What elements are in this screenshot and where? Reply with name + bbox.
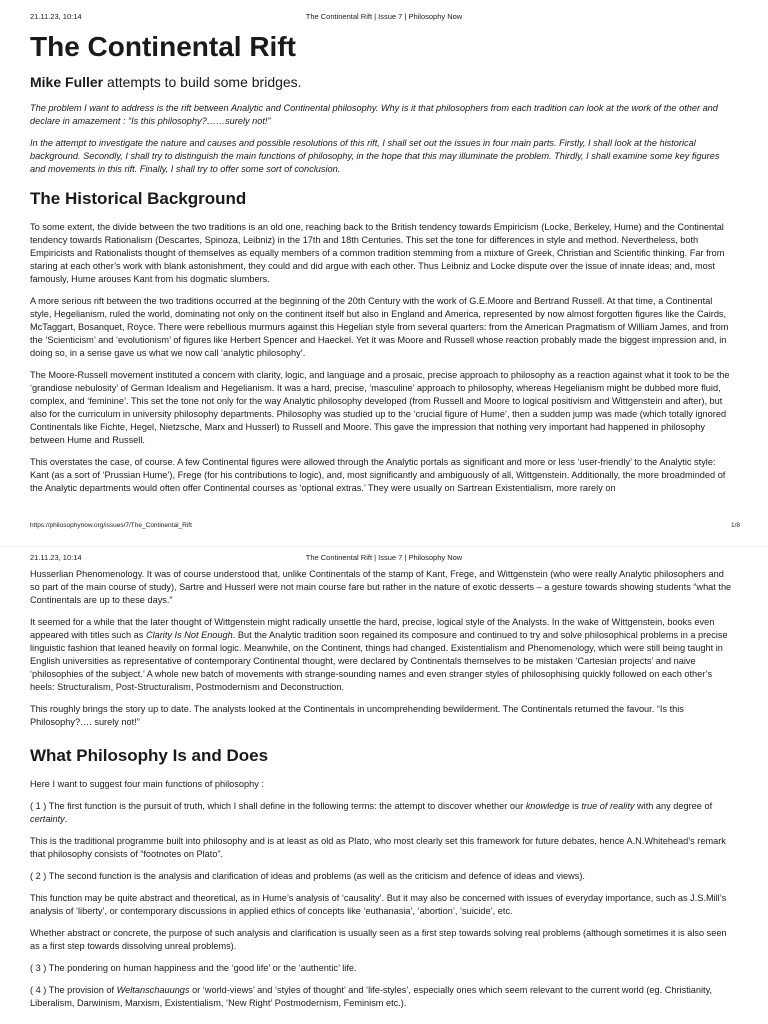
text-run: ( 4 ) The provision of <box>30 985 117 995</box>
page-separator <box>0 546 768 547</box>
function-item-2: ( 2 ) The second function is the analysis and clarification of ideas and problems (as well as the criticism and defence of ideas and views). <box>30 871 585 881</box>
paragraph: This overstates the case, of course. A few Continental figures were allowed through the Analytic portals as significant and more or less ‘user-friendly’ to the Analytic style: Kant (as a sort of ‘Prussian Hume’), Frege (for his contributions to logic), and, most significantly and ambiguously of all, Wittgenstein. Additionally, the more broadminded of the Analytic departments would often offer Continental courses as ‘optional extras.’ They were usually on Sartrean Existentialism, more rarely on <box>30 457 726 493</box>
article-title: The Continental Rift <box>30 31 296 62</box>
paragraph: The Moore-Russell movement instituted a concern with clarity, logic, and language and a prosaic, precise approach to philosophy as a reaction against what it took to be the ‘grandiose nebulosity’ of German Idealism and Hegelianism. It was a hard, precise, ‘masculine’ approach to philosophy, whereas Hegelianism might be dubbed more fluid, complex, and ‘feminine’. This set the tone not only for the way Analytic philosophy developed (from Russell and Moore to logical positivism and Wittgenstein and after), but also for the curriculum in university philosophy departments. Philosophy was studied up to the ‘crucial figure of Hume’, then a sudden jump was made (which totally ignored Continentals like Fichte, Hegel, Nietzsche, Marx and Husserl) to Russell and Moore. This gave the impression that nothing very important had happened in philosophy between Hume and Russell. <box>30 370 730 445</box>
text-run: with any degree of <box>634 801 713 811</box>
emphasis: true of reality <box>581 801 635 811</box>
text-run: It seemed for a while that the later thought of Wittgenstein might radically unsettle the hard, precise, logical style of the Analysts. In the wake of Wittgenstein, books even appeared with titles such as <box>30 617 715 640</box>
text-run: . But the Analytic tradition soon regained its composure and continued to try and solve philosophical problems in a precise linguistic fashion that leaned heavily on formal logic. Meanwhile, on the Continent, things had changed. Existentialism and Phenomenology, which were still being taught in English universities as representative of contemporary Continental thought, were declared by Continentals themselves to be mistaken ‘Cartesian projects’ and naive ‘philosophies of the subject.’ A whole new batch of movements with strange-sounding names and even stranger styles of philosophising quickly followed on each other’s heels: Structuralism, Post-Structuralism, Postmodernism and Deconstruction. <box>30 630 728 692</box>
section-heading-what-philosophy-is: What Philosophy Is and Does <box>30 746 269 765</box>
paragraph: To some extent, the divide between the two traditions is an old one, reaching back to the British tendency towards Empiricism (Locke, Berkeley, Hume) and the Continental tendency towards Rationalism (Descartes, Spinoza, Leibniz) in the 17th and 18th Centuries. This set the tone for differences in style and method. Nevertheless, both Empiricists and Rationalists thought of themselves as equally members of a common tradition stemming from a mixture of Greek, Christian and Scientific thinking. Far from staring at each other’s work with blank astonishment, they could and did argue with each other. Thus Leibniz and Locke dispute over the issue of innate ideas; and, most famously, Hume arouses Kant from his dogmatic slumbers. <box>30 222 725 284</box>
print-date: 21.11.23, 10:14 <box>30 553 82 562</box>
print-date: 21.11.23, 10:14 <box>30 12 82 21</box>
book-title: Clarity Is Not Enough <box>145 630 233 640</box>
text-run: is <box>569 801 582 811</box>
intro-paragraph: The problem I want to address is the rift between Analytic and Continental philosophy. Why is it that philosophers from each tradition can look at the work of the other and declare in amazement : “Is this philosophy?……surely not!” <box>30 103 718 126</box>
text-run: ( 1 ) The first function is the pursuit of truth, which I shall define in the following terms: the attempt to discover whether our <box>30 801 526 811</box>
text-run: or ‘world-views’ and ‘styles of thought’ and ‘life-styles’, especially ones which seem relevant to the current world (eg. Christianity, Liberalism, Darwinism, Marxism, Existentialism, ‘New Right’ Postmodernism, Feminism etc.). <box>30 985 713 1008</box>
function-item-1 <box>30 800 736 826</box>
text-run: . <box>64 814 68 824</box>
print-footer-url: https://philosophynow.org/issues/7/The_Continental_Rift <box>30 522 192 529</box>
print-page-number: 1/8 <box>730 522 740 529</box>
pdf-page-2 <box>0 553 768 1024</box>
paragraph: This is the traditional programme built into philosophy and is at least as old as Plato, who most clearly set this framework for future debates, hence A.N.Whitehead’s remark that philosophy consists of “footnotes on Plato”. <box>30 836 726 859</box>
article-body <box>30 30 736 504</box>
byline-text: attempts to build some bridges. <box>103 74 302 90</box>
function-item-4 <box>30 984 736 1010</box>
paragraph: Husserlian Phenomenology. It was of course understood that, unlike Continentals of the stamp of Kant, Frege, and Wittgenstein (who were really Analytic philosophers and so part of the main course of study), Sartre and Husserl were not main course fare but rather in the nature of exotic desserts – a gesture towards showing students “what the Continentals are up to these days.” <box>30 569 732 605</box>
function-item-3: ( 3 ) The pondering on human happiness and the ‘good life’ or the ‘authentic’ life. <box>30 963 357 973</box>
intro-paragraph: In the attempt to investigate the nature and causes and possible resolutions of this rift, I shall set out the issues in four main parts. Firstly, I shall look at the historical background. Secondly, I shall try to distinguish the main functions of philosophy, in the hope that this may illuminate the problem. Thirdly, I shall examine some key figures and movements in this rift. Finally, I shall try to offer some sort of conclusion. <box>30 138 720 174</box>
emphasis: knowledge <box>525 801 570 811</box>
paragraph: This roughly brings the story up to date. The analysts looked at the Continentals in uncomprehending bewilderment. The Continentals returned the favour. “Is this Philosophy?…. surely not!” <box>30 704 684 727</box>
section-heading-historical-background: The Historical Background <box>30 189 247 208</box>
paragraph: A more serious rift between the two traditions occurred at the beginning of the 20th Century with the work of G.E.Moore and Bertrand Russell. At that time, a Continental style, Hegelianism, ruled the world, dominating not only on the continent itself but also in England and America, represented by now almost forgotten figures like the Cairds, McTaggart, Bosanquet, Royce. There were rebellious murmurs against this Hegelian style from several quarters: from the American Pragmatism of William James, and from the ‘Scienticism’ and ‘evolutionism’ of figures like Herbert Spencer and Haeckel. Yet it was Moore and Russell whose reaction probably made the biggest impression and, in doing so, in a sense gave us what we now call ‘analytic philosophy’. <box>30 296 729 358</box>
emphasis: Weltanschauungs <box>116 985 190 995</box>
paragraph: This function may be quite abstract and theoretical, as in Hume’s analysis of ‘causality’. But it may also be concerned with issues of everyday importance, such as J.S.Mill’s analysis of ‘liberty’, or contemporary discussions in applied ethics of concepts like ‘euthanasia’, ‘abortion’, ‘suicide’, etc. <box>30 893 727 916</box>
byline <box>30 74 736 91</box>
author-name: Mike Fuller <box>30 74 104 90</box>
paragraph <box>30 616 736 694</box>
print-header-title: The Continental Rift | Issue 7 | Philosophy Now <box>305 12 463 21</box>
print-header-title: The Continental Rift | Issue 7 | Philosophy Now <box>305 553 463 562</box>
article-body-continued <box>30 568 736 1019</box>
paragraph: Whether abstract or concrete, the purpose of such analysis and clarification is usually seen as a first step towards solving real problems (although sometimes it is also seen as a first step towards dissolving unreal problems). <box>30 928 727 951</box>
paragraph: Here I want to suggest four main functions of philosophy : <box>30 779 264 789</box>
emphasis: certainty <box>30 814 65 824</box>
